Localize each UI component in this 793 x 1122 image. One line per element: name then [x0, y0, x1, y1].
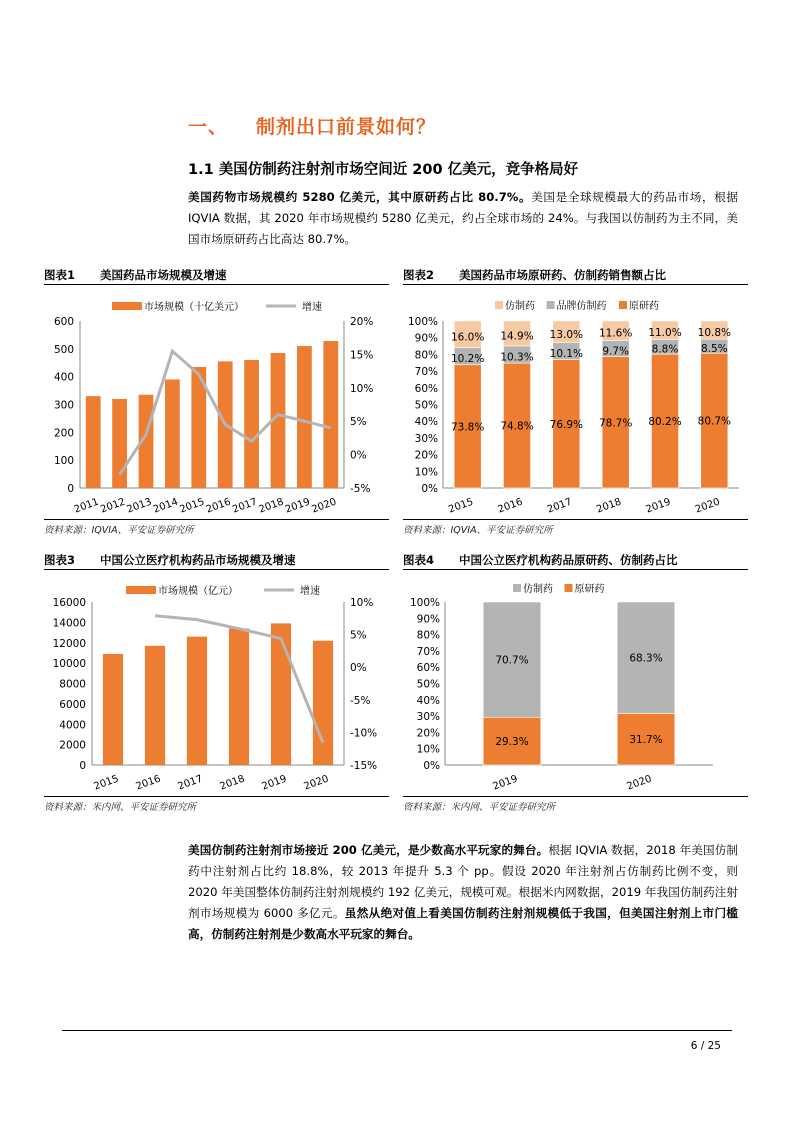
x-tick-label: 2016 — [496, 496, 525, 515]
figure-2-chart — [403, 285, 748, 515]
y-tick-label-left: 500 — [53, 343, 74, 356]
intro-paragraph-text: 美国是全球规模最大的药品市场，根据 IQVIA 数据，其 2020 年市场规模约 5280 亿美元，约占全球市场的 24%。与我国以仿制药为主不同，美国市场原研药占比高达 80.7%。 — [188, 190, 738, 246]
x-tick-label: 2018 — [595, 496, 623, 515]
legend-swatch-bar — [112, 302, 142, 310]
footer-divider — [62, 1030, 732, 1031]
figure-3-title: 中国公立医疗机构药品市场规模及增速 — [100, 553, 296, 567]
y-tick-label-left: 400 — [53, 371, 74, 384]
figure-4-label: 图表4 — [403, 553, 435, 567]
legend-swatch — [547, 301, 555, 309]
x-tick-label: 2019 — [260, 773, 289, 792]
figure-4 — [403, 550, 748, 813]
x-tick-label: 2016 — [204, 496, 233, 515]
y-tick-label: 70% — [416, 645, 440, 658]
bar — [271, 623, 291, 765]
legend-label: 仿制药 — [523, 584, 553, 595]
page-number: 6 / 25 — [690, 1040, 721, 1052]
y-tick-label-left: 4000 — [59, 719, 86, 732]
figure-3-chart — [44, 570, 389, 792]
x-tick-label: 2015 — [178, 496, 207, 515]
figure-1-source: 资料来源：IQVIA、平安证券研究所 — [44, 519, 389, 536]
data-label: 31.7% — [629, 734, 663, 747]
legend-label: 原研药 — [629, 301, 659, 312]
y-tick-label-left: 100 — [53, 455, 74, 468]
data-label: 74.8% — [500, 420, 534, 433]
y-tick-label-right: 10% — [350, 382, 374, 395]
x-tick-label: 2020 — [310, 496, 339, 515]
figure-2-label: 图表2 — [403, 268, 435, 282]
data-label: 78.7% — [598, 417, 633, 430]
intro-paragraph-bold: 美国药物市场规模约 5280 亿美元，其中原研药占比 80.7%。 — [188, 190, 532, 204]
bar — [103, 654, 123, 765]
bar — [187, 637, 207, 765]
y-tick-label: 40% — [414, 416, 438, 429]
body-paragraph-text: 根据 IQVIA 数据，2018 年美国仿制药中注射剂占比约 18.8%，较 2013 年提升 5.3 个 pp。假设 2020 年注射剂占仿制药比例不变，则 2020 年美国整体仿制药注射剂规模约 192 亿美元，规模可观。根据米内网数据，2019 年我国仿制药注射剂市场规模为 6000 多亿元。 — [188, 843, 738, 920]
figure-1-title-bar — [44, 265, 389, 285]
y-tick-label: 90% — [416, 613, 440, 626]
y-tick-label: 60% — [416, 662, 440, 675]
data-label: 80.2% — [648, 416, 682, 429]
figure-2-title: 美国药品市场原研药、仿制药销售额占比 — [459, 268, 666, 282]
data-label: 11.0% — [648, 327, 682, 340]
data-label: 10.8% — [697, 327, 732, 340]
y-tick-label-left: 6000 — [59, 698, 86, 711]
y-tick-label: 100% — [407, 316, 438, 328]
bar — [313, 641, 333, 765]
data-label: 70.7% — [495, 654, 529, 667]
y-tick-label: 20% — [414, 449, 438, 462]
y-tick-label: 10% — [414, 466, 438, 479]
x-tick-label: 2016 — [134, 773, 163, 792]
y-tick-label: 50% — [414, 399, 438, 412]
x-tick-label: 2018 — [257, 496, 286, 515]
bar — [229, 628, 249, 765]
y-tick-label-left: 8000 — [59, 678, 86, 691]
figure-4-chart — [403, 570, 748, 792]
bar — [297, 346, 312, 488]
figure-2 — [403, 265, 748, 536]
figure-1-label: 图表1 — [44, 268, 76, 282]
y-tick-label-left: 0 — [67, 483, 74, 495]
y-tick-label-left: 2000 — [59, 739, 86, 752]
bar — [145, 646, 165, 765]
data-label: 16.0% — [450, 331, 485, 344]
data-label: 13.0% — [549, 328, 584, 341]
legend-label-line: 增速 — [302, 302, 322, 313]
figure-1-title: 美国药品市场规模及增速 — [100, 268, 227, 282]
legend-label: 原研药 — [574, 584, 605, 595]
legend-swatch — [619, 301, 627, 309]
figure-3-label: 图表3 — [44, 553, 76, 567]
y-tick-label-left: 10000 — [52, 658, 86, 671]
figure-1-chart — [44, 285, 389, 515]
y-tick-label: 30% — [416, 711, 440, 724]
section-title: 制剂出口前景如何？ — [256, 116, 437, 138]
x-tick-label: 2015 — [447, 496, 475, 515]
x-tick-label: 2011 — [72, 496, 101, 515]
y-tick-label-right: 5% — [350, 416, 367, 429]
data-label: 10.3% — [500, 351, 534, 364]
data-label: 68.3% — [629, 652, 663, 665]
y-tick-label-left: 300 — [53, 399, 74, 412]
y-tick-label: 80% — [414, 349, 438, 362]
y-tick-label: 20% — [416, 727, 440, 740]
y-tick-label: 0% — [421, 483, 438, 495]
y-tick-label: 0% — [423, 760, 440, 772]
y-tick-label-right: -10% — [350, 727, 378, 740]
legend-label: 仿制药 — [505, 301, 535, 312]
y-tick-label-right: -15% — [350, 760, 378, 772]
legend-label: 品牌仿制药 — [556, 301, 607, 312]
x-tick-label: 2019 — [283, 496, 312, 515]
y-tick-label-right: -5% — [350, 483, 371, 495]
y-tick-label-right: 20% — [350, 316, 374, 328]
y-tick-label-left: 0 — [79, 760, 86, 772]
y-tick-label: 10% — [416, 743, 440, 756]
y-tick-label-left: 200 — [53, 427, 74, 440]
section-number: 一、 — [188, 116, 229, 138]
x-tick-label: 2020 — [302, 773, 331, 792]
data-label: 10.2% — [450, 353, 485, 366]
x-tick-label: 2015 — [92, 773, 121, 792]
figure-3-source: 资料来源：米内网、平安证券研究所 — [44, 796, 389, 813]
figure-4-title: 中国公立医疗机构药品原研药、仿制药占比 — [459, 553, 678, 567]
y-tick-label: 60% — [414, 382, 438, 395]
body-paragraph-bold-1: 美国仿制药注射剂市场接近 200 亿美元，是少数高水平玩家的舞台。 — [188, 843, 549, 857]
legend-swatch — [495, 301, 503, 309]
y-tick-label-right: 5% — [350, 629, 367, 642]
y-tick-label-left: 600 — [53, 316, 74, 328]
y-tick-label-left: 14000 — [52, 617, 86, 630]
data-label: 29.3% — [495, 736, 529, 749]
x-tick-label: 2018 — [218, 773, 247, 792]
figure-3-title-bar — [44, 550, 389, 570]
y-tick-label-left: 12000 — [52, 637, 86, 650]
figure-2-source: 资料来源：IQVIA、平安证券研究所 — [403, 519, 748, 536]
y-tick-label-right: 0% — [350, 662, 367, 675]
legend-swatch — [513, 584, 521, 592]
data-label: 76.9% — [549, 418, 584, 431]
y-tick-label-right: -5% — [350, 694, 371, 707]
data-label: 10.1% — [549, 348, 584, 361]
x-tick-label: 2017 — [176, 773, 205, 792]
y-tick-label: 70% — [414, 366, 438, 379]
y-tick-label-left: 16000 — [52, 597, 86, 609]
data-label: 8.5% — [700, 343, 728, 356]
y-tick-label: 30% — [414, 432, 438, 445]
intro-paragraph — [188, 187, 738, 250]
x-tick-label: 2017 — [545, 496, 574, 515]
legend-label-bar: 市场规模（十亿美元） — [144, 302, 244, 313]
bar — [86, 396, 101, 488]
y-tick-label-right: 0% — [350, 449, 367, 462]
section-heading — [188, 112, 436, 139]
legend-label-bar: 市场规模（亿元） — [158, 586, 238, 597]
x-tick-label: 2020 — [625, 773, 654, 792]
legend-swatch — [565, 584, 573, 592]
bar — [165, 379, 180, 488]
y-tick-label: 80% — [416, 629, 440, 642]
y-tick-label: 100% — [409, 597, 440, 609]
figure-1 — [44, 265, 389, 536]
data-label: 11.6% — [598, 327, 633, 340]
x-tick-label: 2019 — [644, 496, 673, 515]
y-tick-label-right: 10% — [350, 597, 374, 609]
x-tick-label: 2019 — [491, 773, 520, 792]
figure-4-source: 资料来源：米内网、平安证券研究所 — [403, 796, 748, 813]
legend-label-line: 增速 — [300, 586, 320, 597]
bar — [244, 360, 259, 488]
data-label: 73.8% — [450, 421, 485, 434]
x-tick-label: 2020 — [693, 496, 722, 515]
body-paragraph — [188, 840, 738, 945]
x-tick-label: 2014 — [151, 496, 180, 515]
data-label: 80.7% — [697, 415, 732, 428]
bar — [323, 341, 338, 488]
bar — [112, 399, 127, 488]
x-tick-label: 2017 — [231, 496, 259, 515]
figure-3 — [44, 550, 389, 813]
data-label: 14.9% — [500, 330, 534, 343]
x-tick-label: 2013 — [125, 496, 154, 515]
body-paragraph-bold-2: 虽然从绝对值上看美国仿制药注射剂规模低于我国，但美国注射剂上市门槛高，仿制药注射剂是少数高水平玩家的舞台。 — [188, 906, 738, 941]
data-label: 9.7% — [602, 345, 630, 358]
figure-2-title-bar — [403, 265, 748, 285]
subsection-heading: 1.1 美国仿制药注射剂市场空间近 200 亿美元，竞争格局好 — [188, 162, 579, 178]
y-tick-label: 90% — [414, 332, 438, 345]
y-tick-label: 40% — [416, 694, 440, 707]
legend-swatch-bar — [126, 586, 156, 594]
y-tick-label: 50% — [416, 678, 440, 691]
x-tick-label: 2012 — [99, 496, 127, 515]
data-label: 8.8% — [651, 343, 679, 356]
figure-4-title-bar — [403, 550, 748, 570]
y-tick-label-right: 15% — [350, 349, 374, 362]
